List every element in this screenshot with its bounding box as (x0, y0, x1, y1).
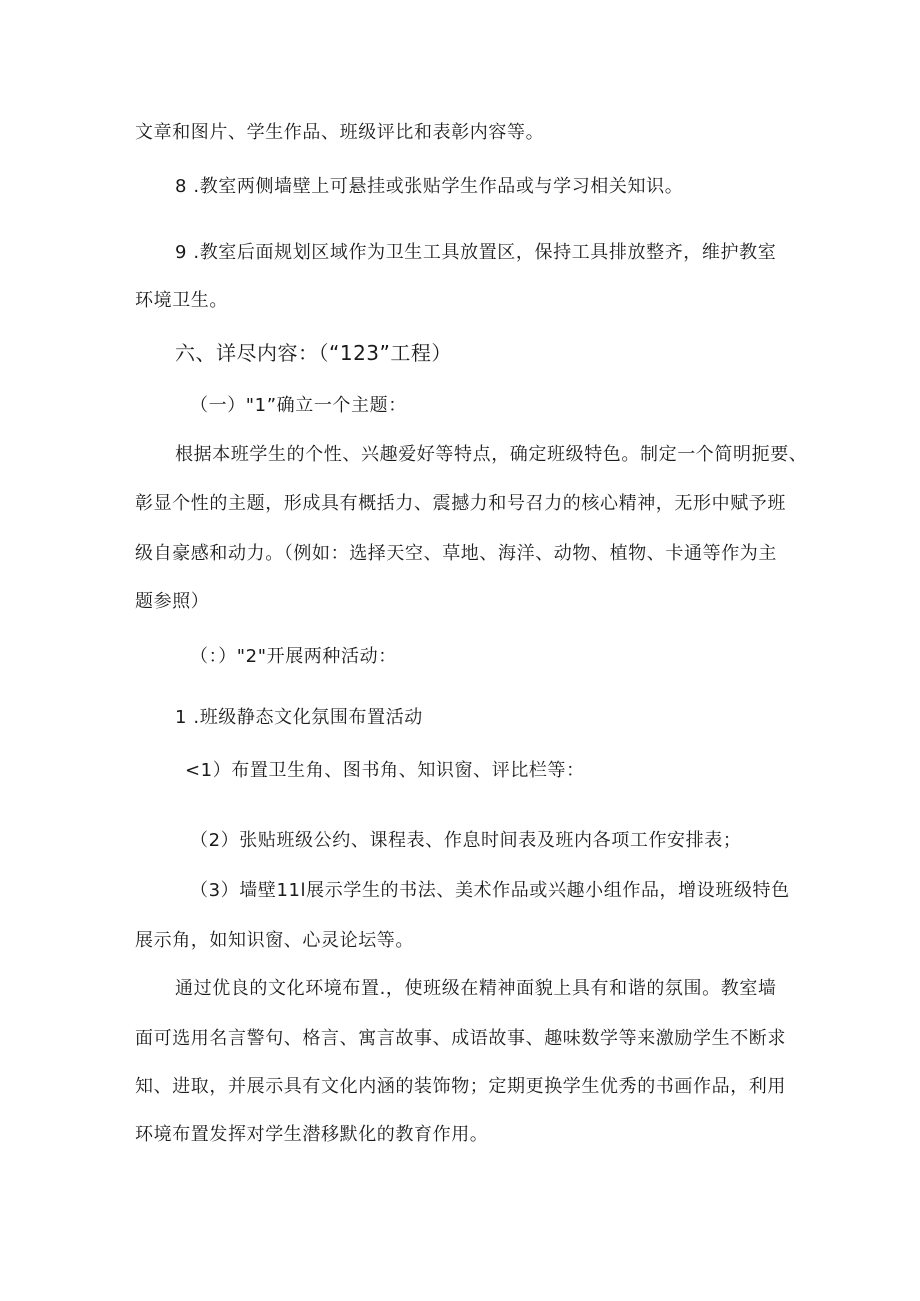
list-item-9: 9 .教室后面规划区域作为卫生工具放置区，保持工具排放整齐，维护教室 (175, 242, 777, 263)
paragraph-line: 环境布置发挥对学生潜移默化的教育作用。 (135, 1124, 489, 1145)
list-item-sub-1: <1）布置卫生角、图书角、知识窗、评比栏等： (185, 760, 585, 781)
paragraph-line: 文章和图片、学生作品、班级评比和表彰内容等。 (135, 122, 545, 143)
list-item-sub-2: （2）张贴班级公约、课程表、作息时间表及班内各项工作安排表； (190, 830, 742, 851)
paragraph-line: 知、进取，并展示具有文化内涵的装饰物；定期更换学生优秀的书画作品，利用 (135, 1076, 786, 1097)
paragraph-line: 级自豪感和动力。（例如：选择天空、草地、海洋、动物、植物、卡通等作为主 (135, 543, 777, 564)
paragraph-line: 题参照） (135, 591, 210, 612)
section-heading: 六、详尽内容：（“123”工程） (175, 341, 452, 365)
paragraph-line: 彰显个性的主题，形成具有概括力、震撼力和号召力的核心精神，无形中赋予班 (135, 493, 786, 514)
list-item-sub-3: （3）墙壁11l展示学生的书法、美术作品或兴趣小组作品，增设班级特色 (190, 880, 790, 901)
paragraph-line: 根据本班学生的个性、兴趣爱好等特点，确定班级特色。制定一个简明扼要、 (175, 444, 808, 465)
paragraph-line: 面可选用名言警句、格言、寓言故事、成语故事、趣味数学等来激励学生不断求 (135, 1028, 786, 1049)
subsection-heading: （：）"2"开展两种活动： (190, 646, 397, 667)
paragraph-line: 通过优良的文化环境布置.，使班级在精神面貌上具有和谐的氛围。教室墙 (175, 978, 777, 999)
paragraph-line: 展示角，如知识窗、心灵论坛等。 (135, 930, 414, 951)
subsection-heading: （一）"1”确立一个主题： (190, 395, 407, 416)
list-item-8: 8 .教室两侧墙壁上可悬挂或张贴学生作品或与学习相关知识。 (175, 176, 684, 197)
list-item-1: 1 .班级静态文化氛围布置活动 (175, 707, 423, 728)
paragraph-line: 环境卫生。 (135, 290, 228, 311)
